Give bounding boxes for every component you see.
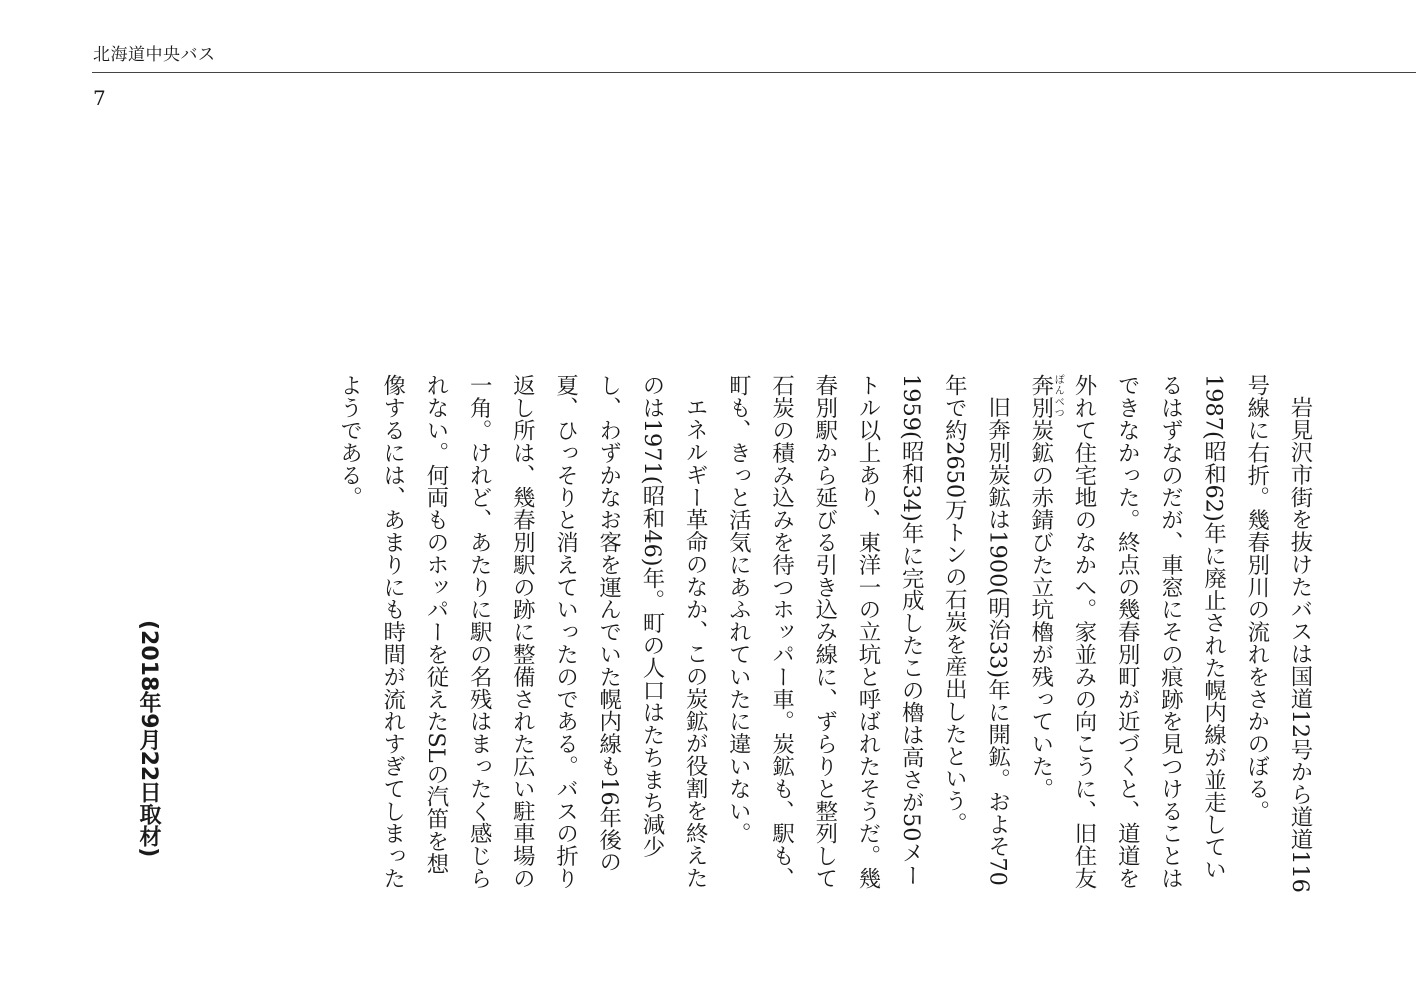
running-header-title: 北海道中央バス: [93, 45, 216, 65]
ruby-annotated-word: 奔別ぽんべつ: [1027, 374, 1064, 419]
header-divider: [92, 72, 1416, 73]
dateline: (2018年9月22日取材): [136, 620, 161, 858]
paragraph-1: 岩見沢市街を抜けたバスは国道12号から道道116号線に右折。幾春別川の流れをさかのぼる。1987(昭和62)年に廃止された幌内線が並走しているはずなのだが、車窓にその痕跡を見つけることはできなかった。終点の幾春別町が近づくと、道道を外れて住宅地のなかへ。家並みの向こうに、旧住友奔別ぽんべつ炭鉱の赤錆びた立坑櫓が残っていた。: [1027, 374, 1313, 894]
paragraph-3: エネルギー革命のなか、この炭鉱が役割を終えたのは1971(昭和46)年。町の人口はたちまち減少し、わずかなお客を運んでいた幌内線も16年後の夏、ひっそりと消えていったのである。バスの折り返し所は、幾春別駅の跡に整備された広い駐車場の一角。けれど、あたりに駅の名残はまったく感じられない。何両ものホッパーを従えたSLの汽笛を想像するには、あまりにも時間が流れすぎてしまったようである。: [336, 374, 709, 890]
ruby-reading: ぽんべつ: [1052, 374, 1064, 419]
article-body: [327, 374, 1321, 894]
page-number: 7: [93, 86, 106, 110]
paragraph-2: 旧奔別炭鉱は1900(明治33)年に開鉱。およそ70年で約2650万トンの石炭を産出したという。1959(昭和34)年に完成したこの櫓は高さが50メートル以上あり、東洋一の立坑と呼ばれたそうだ。幾春別駅から延びる引き込み線に、ずらりと整列して石炭の積み込みを待つホッパー車。炭鉱も、駅も、町も、きっと活気にあふれていたに違いない。: [725, 374, 1011, 890]
